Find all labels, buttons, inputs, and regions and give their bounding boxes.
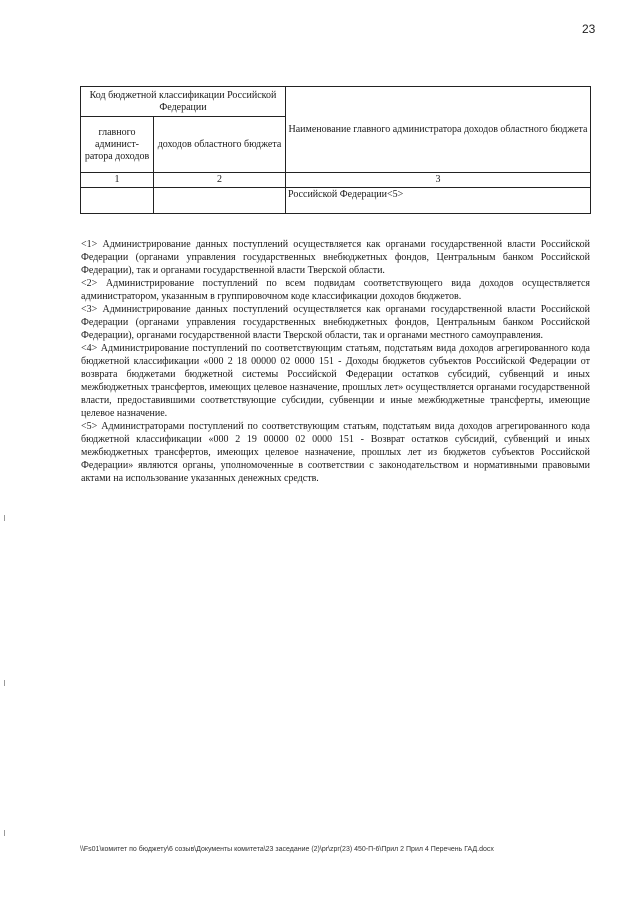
header-administrator-name: Наименование главного администратора доходов областного бюджета xyxy=(286,87,591,173)
column-number-1: 1 xyxy=(81,173,154,188)
table-cell-empty-2 xyxy=(154,188,286,214)
file-path-footer: \\Fs01\комитет по бюджету\6 созыв\Документы комитета\23 заседание (2)\pr\zpr(23) 450-П-6\Прил 2 Прил 4 Перечень ГАД.docx xyxy=(80,846,494,853)
header-budget-classification: Код бюджетной классификации Российской Федерации xyxy=(81,87,286,117)
footnote-1: <1> Администрирование данных поступлений осуществляется как органами государственной власти Российской Федерации (органами управления государственных внебюджетных фондов, Центральным банком Российской Федерации), так и органами государственной власти Тверской области. xyxy=(81,239,590,276)
column-number-2: 2 xyxy=(154,173,286,188)
footnote-4: <4> Администрирование поступлений по соответствующим статьям, подстатьям вида доходов агрегированного кода бюджетной классификации «000 2 18 00000 02 0000 151 - Доходы бюджетов субъектов Российской Федерации от возврата бюджетами бюджетной системы Российской Федерации остатков субсидий, субвенций и иных межбюджетных трансфертов, имеющих целевое назначение, прошлых лет» осуществляется органами государственной власти, предоставившими соответствующие субсидии, субвенции и иные межбюджетные трансферты, имеющие целевое назначение. xyxy=(81,343,590,419)
table-cell-name: Российской Федерации<5> xyxy=(286,188,591,214)
footnote-3: <3> Администрирование данных поступлений осуществляется как органами государственной власти Российской Федерации (органами управления государственных внебюджетных фондов, Центральным банком Российской Федерации), органами государственной власти Тверской области, так и органами местного самоуправления. xyxy=(81,304,590,341)
page-number: 23 xyxy=(582,22,596,36)
footnote-2: <2> Администрирование поступлений по всем подвидам соответствующего вида доходов осуществляется администратором, указанным в группировочном коде классификации доходов бюджетов. xyxy=(81,278,590,302)
footnotes xyxy=(81,238,590,485)
header-regional-income: доходов областного бюджета xyxy=(154,117,286,173)
column-number-3: 3 xyxy=(286,173,591,188)
scan-mark xyxy=(4,830,5,836)
footnote-5: <5> Администраторами поступлений по соответствующим статьям, подстатьям вида доходов агрегированного кода бюджетной классификации «000 2 19 00000 02 0000 151 - Возврат остатков субсидий, субвенций и иных межбюджетных трансфертов, имеющих целевое назначение, прошлых лет из бюджетов субъектов Российской Федерации» являются органы, уполномоченные в соответствии с законодательством и нормативными правовыми актами на использование указанных денежных средств. xyxy=(81,421,590,484)
table-cell-empty-1 xyxy=(81,188,154,214)
header-chief-administrator: главного админист-ратора доходов xyxy=(81,117,154,173)
scan-mark xyxy=(4,515,5,521)
scan-mark xyxy=(4,680,5,686)
budget-classification-table xyxy=(80,86,591,214)
